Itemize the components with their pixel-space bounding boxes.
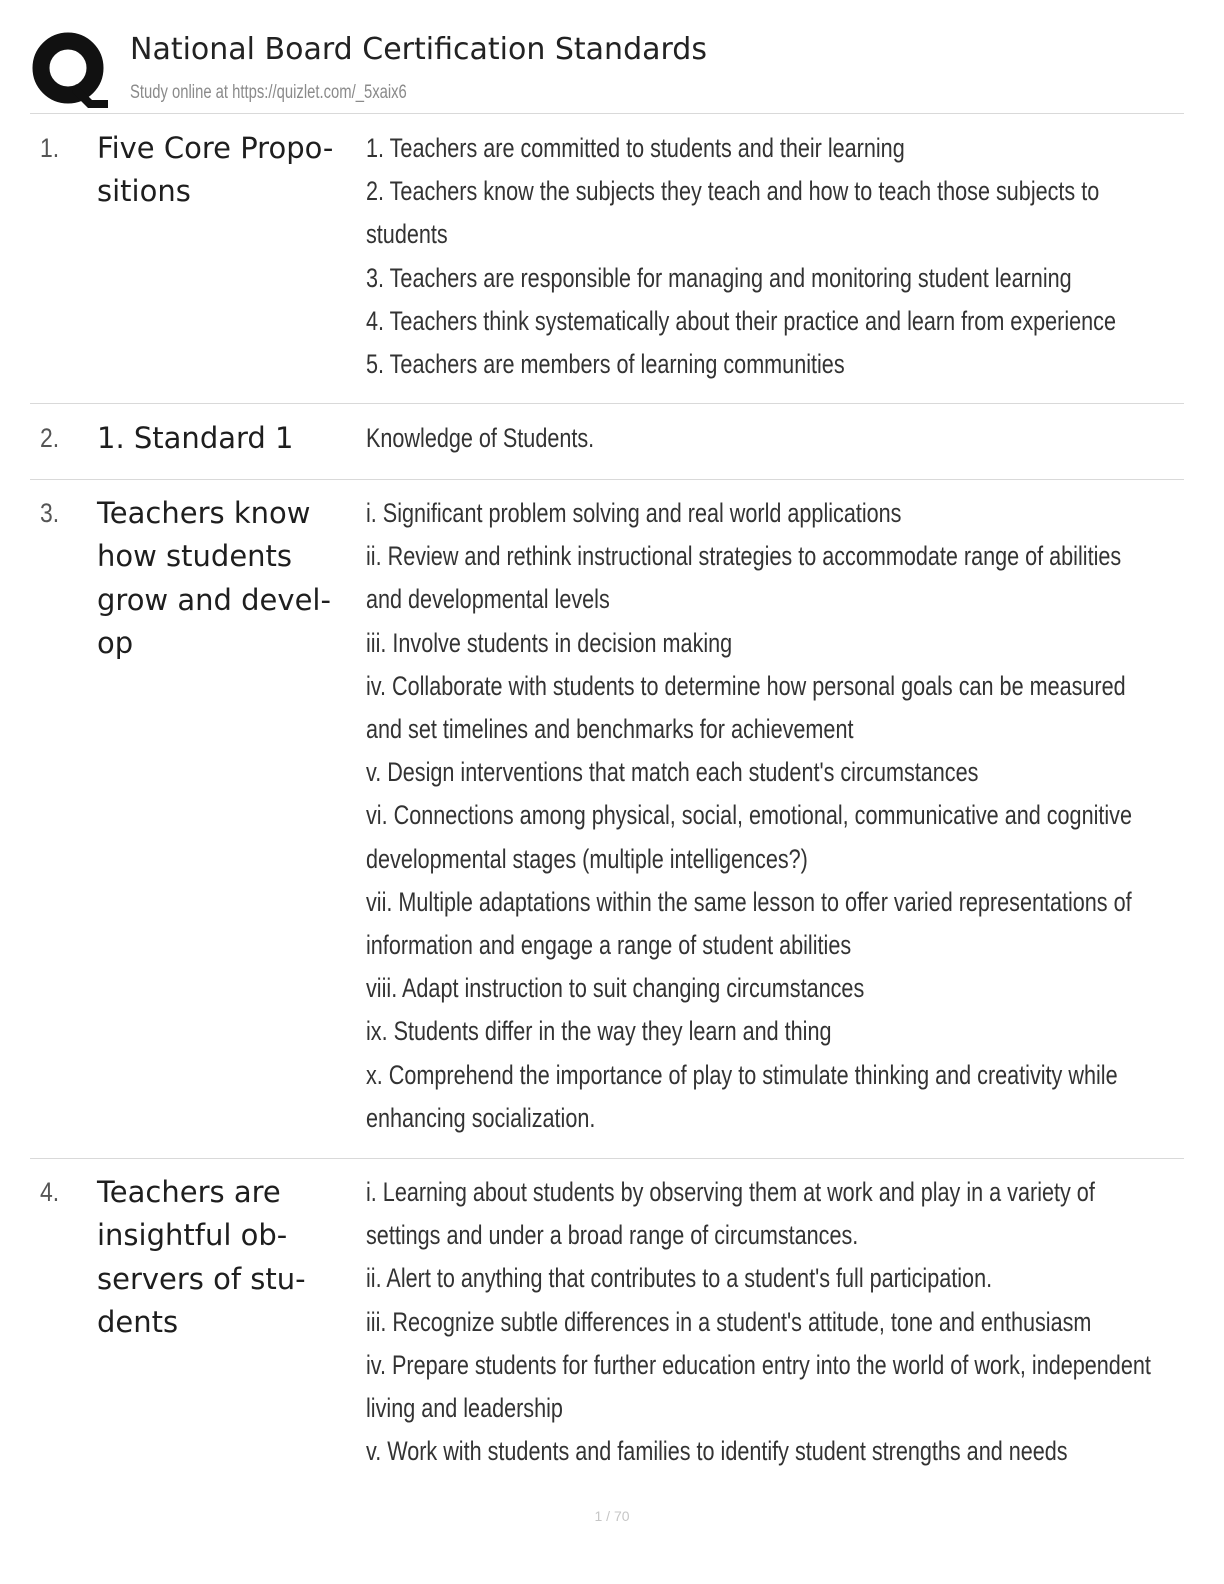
card-term [97, 417, 352, 460]
divider [30, 403, 1184, 404]
definition-line: 2. Teachers know the subjects they teach and how to teach those subjects to [366, 176, 1100, 207]
card-term [97, 492, 352, 665]
term-line: Teachers are [97, 1175, 281, 1209]
definition-line: and set timelines and benchmarks for achievement [366, 714, 854, 745]
definition-line: iv. Prepare students for further education entry into the world of work, independent [366, 1349, 1151, 1380]
definition-line: 4. Teachers think systematically about their practice and learn from experience [366, 305, 1116, 336]
definition-line: ix. Students differ in the way they learn and thing [366, 1016, 832, 1047]
page-title: National Board Certification Standards [130, 32, 707, 67]
definition-line: 5. Teachers are members of learning communities [366, 349, 845, 380]
definition-line: developmental stages (multiple intelligences?) [366, 843, 808, 874]
definition-line: 1. Teachers are committed to students and their learning [366, 133, 905, 163]
card-definition [366, 127, 1166, 386]
card-number: 3. [40, 498, 60, 528]
page-number: 1 / 70 [594, 1508, 630, 1524]
page-header [30, 28, 1184, 112]
definition-line: viii. Adapt instruction to suit changing circumstances [366, 973, 865, 1004]
card-term [97, 127, 352, 214]
quizlet-logo-icon [32, 32, 108, 108]
definition-line: settings and under a broad range of circumstances. [366, 1220, 859, 1251]
definition-line: x. Comprehend the importance of play to stimulate thinking and creativity while [366, 1059, 1118, 1090]
definition-line: vi. Connections among physical, social, emotional, communicative and cognitive [366, 800, 1132, 831]
term-line: dents [97, 1304, 179, 1339]
term-line: op [97, 625, 134, 660]
definition-line: 3. Teachers are responsible for managing and monitoring student learning [366, 262, 1072, 293]
definition-line: students [366, 219, 448, 250]
definition-line: information and engage a range of student abilities [366, 930, 852, 961]
term-line: how students [97, 539, 293, 574]
definition-line: iii. Recognize subtle differences in a student's attitude, tone and enthusiasm [366, 1306, 1092, 1337]
card-number: 4. [40, 1177, 60, 1207]
definition-line: i. Significant problem solving and real world applications [366, 498, 902, 528]
card-definition [366, 417, 1166, 460]
card-term [97, 1171, 352, 1344]
definition-line: vii. Multiple adaptations within the same lesson to offer varied representations of [366, 886, 1132, 917]
divider [30, 479, 1184, 480]
definition-line: iv. Collaborate with students to determine how personal goals can be measured [366, 670, 1126, 701]
definition-line: and developmental levels [366, 584, 610, 615]
divider [30, 113, 1184, 114]
card-definition [366, 1171, 1166, 1473]
definition-line: v. Work with students and families to identify student strengths and needs [366, 1436, 1068, 1467]
definition-line: Knowledge of Students. [366, 423, 595, 453]
divider [30, 1158, 1184, 1159]
definition-line: ii. Review and rethink instructional strategies to accommodate range of abilities [366, 541, 1122, 572]
definition-line: v. Design interventions that match each student's circumstances [366, 757, 979, 788]
definition-line: living and leadership [366, 1393, 563, 1424]
term-line: servers of stu- [97, 1261, 306, 1296]
term-line: Five Core Propo- [97, 131, 334, 165]
definition-line: i. Learning about students by observing them at work and play in a variety of [366, 1177, 1095, 1207]
term-line: 1. Standard 1 [97, 421, 294, 455]
card-number: 1. [40, 133, 60, 163]
term-line: grow and devel- [97, 582, 331, 617]
term-line: insightful ob- [97, 1218, 288, 1253]
card-number: 2. [40, 423, 60, 453]
term-line: sitions [97, 174, 191, 209]
definition-line: enhancing socialization. [366, 1102, 596, 1133]
card-definition [366, 492, 1166, 1140]
term-line: Teachers know [97, 496, 311, 530]
definition-line: iii. Involve students in decision making [366, 627, 733, 658]
definition-line: ii. Alert to anything that contributes to a student's full participation. [366, 1263, 993, 1294]
study-online-link[interactable]: Study online at https://quizlet.com/_5xaix6 [130, 82, 407, 103]
